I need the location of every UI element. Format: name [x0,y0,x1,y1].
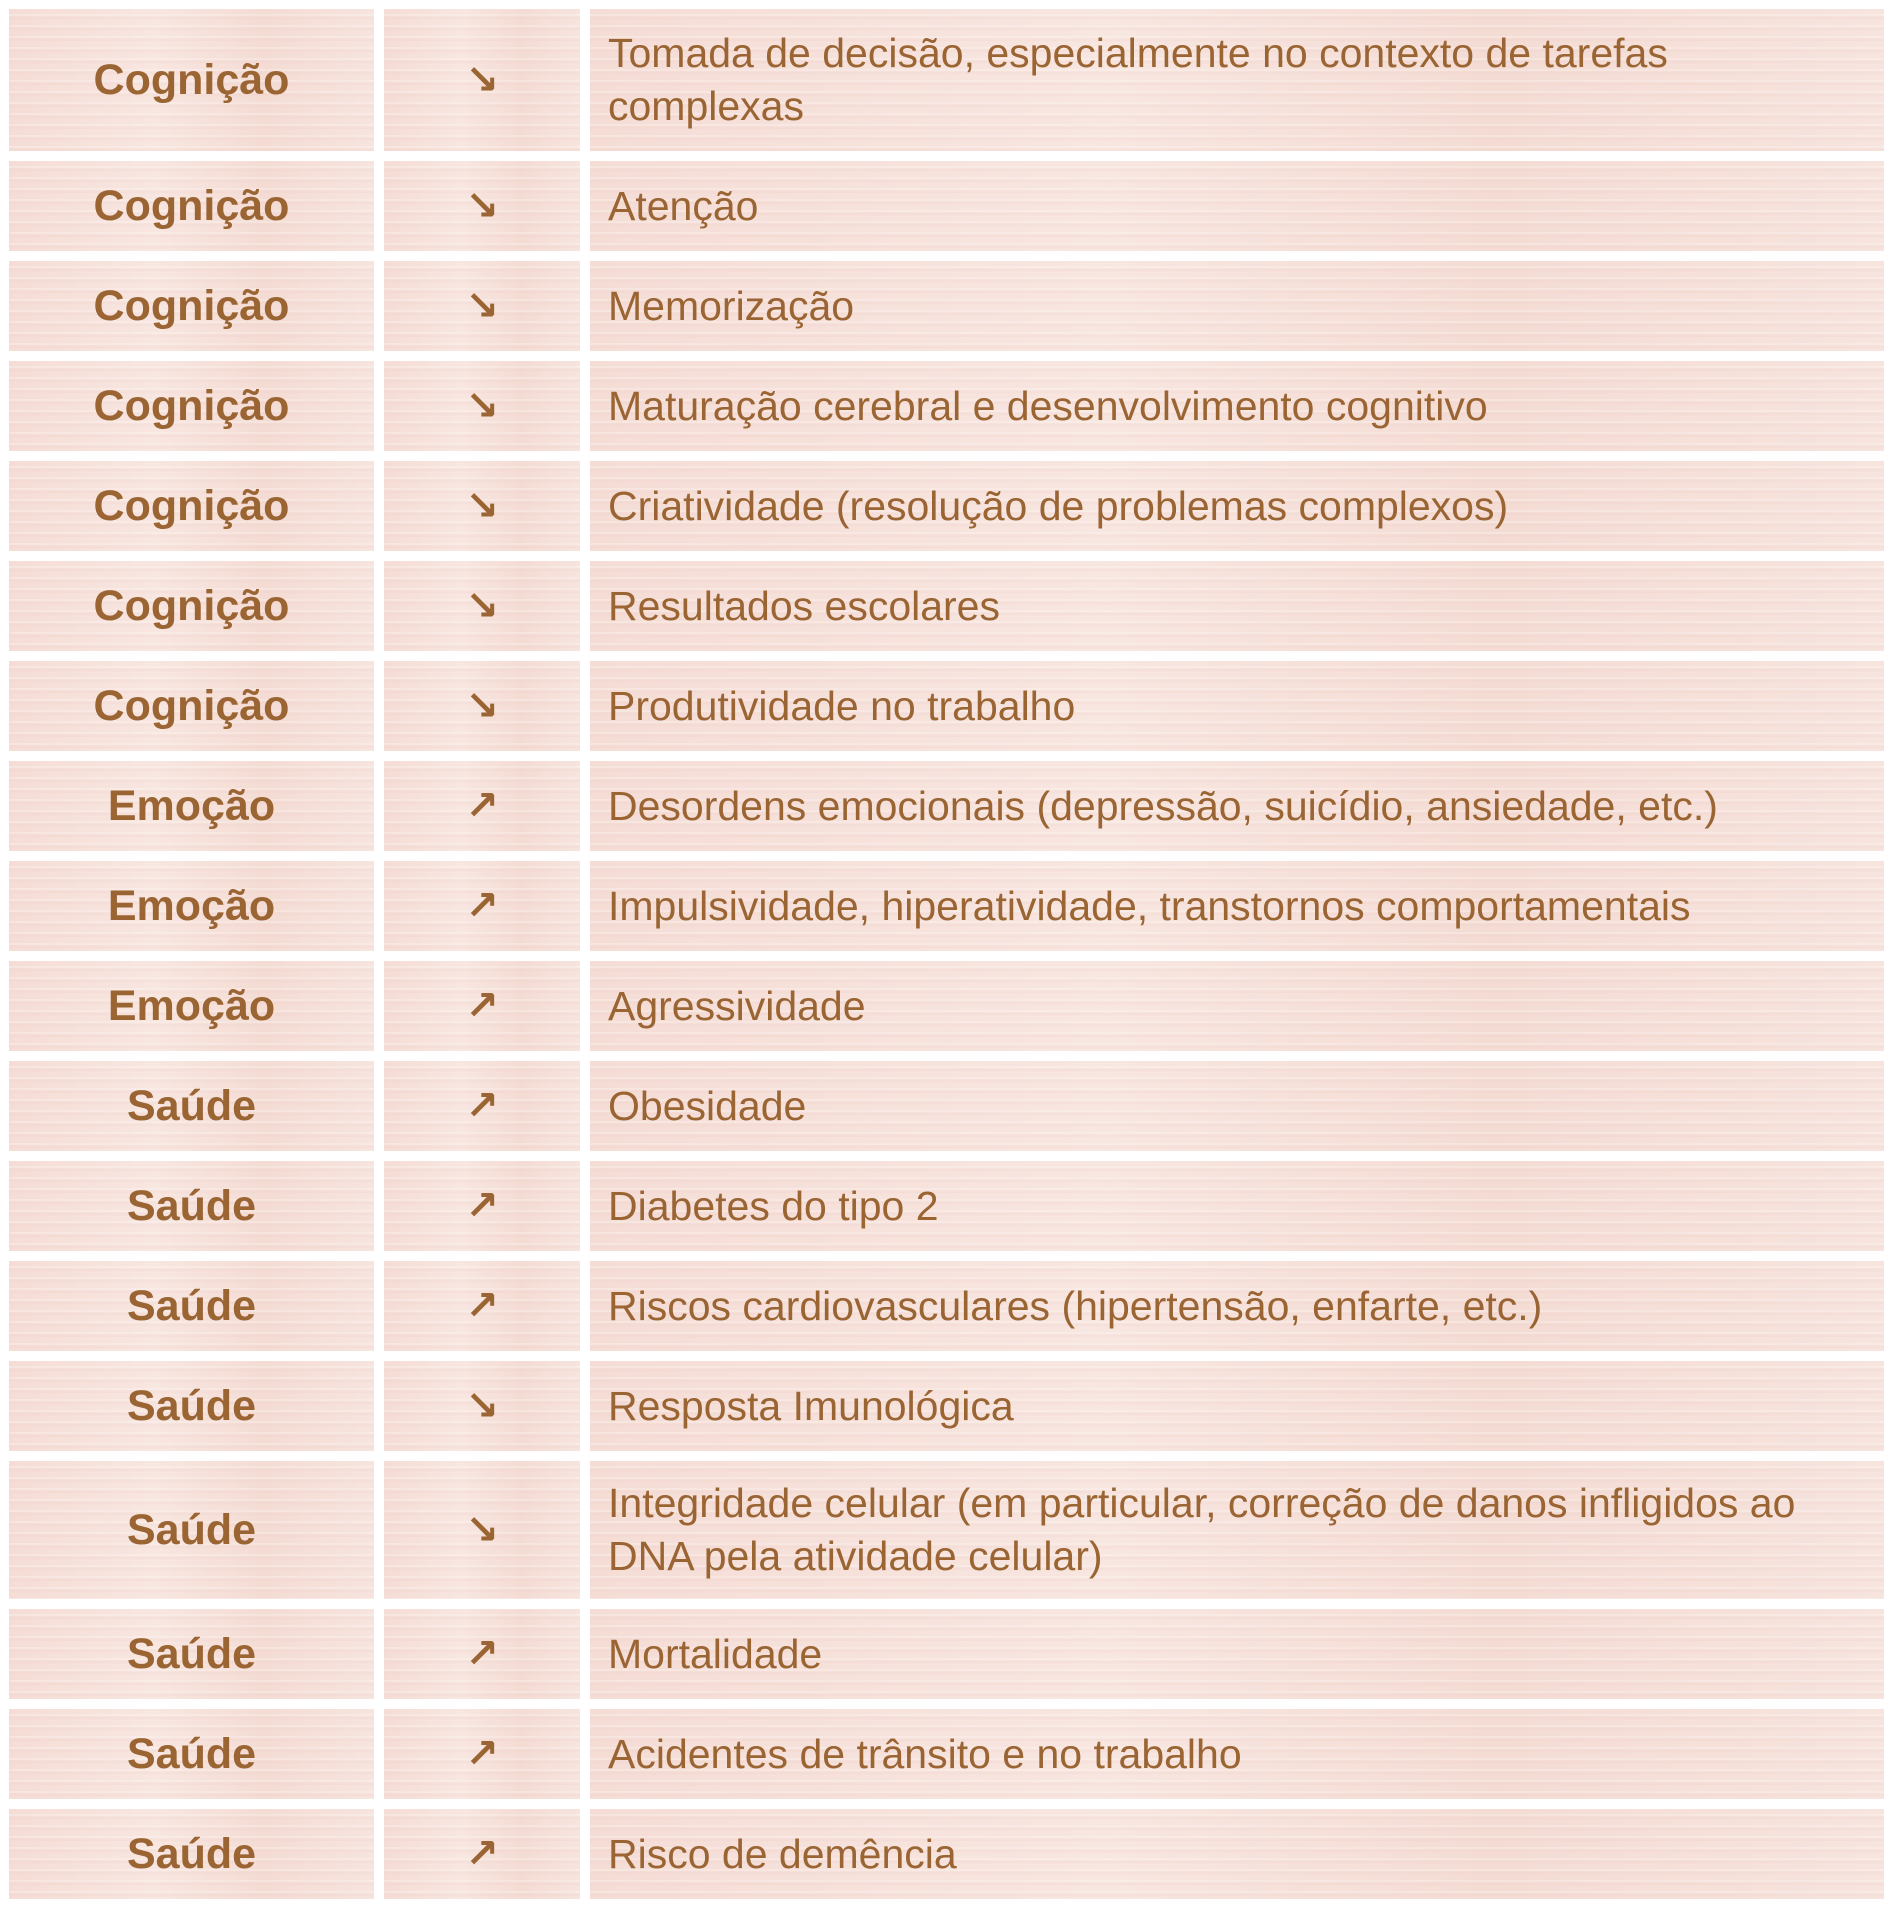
effects-table [9,9,1875,1899]
effect-cell: Produtividade no trabalho [590,661,1884,751]
category-cell: Saúde [9,1461,374,1599]
effect-cell: Acidentes de trânsito e no trabalho [590,1709,1884,1799]
trend-arrow-icon: ↘ [384,361,580,451]
trend-arrow-icon: ↘ [384,461,580,551]
effect-cell: Resposta Imunológica [590,1361,1884,1451]
category-cell: Cognição [9,9,374,151]
effect-cell: Resultados escolares [590,561,1884,651]
trend-arrow-icon: ↘ [384,161,580,251]
effect-cell: Impulsividade, hiperatividade, transtornos comportamentais [590,861,1884,951]
trend-arrow-icon: ↘ [384,1461,580,1599]
category-cell: Emoção [9,861,374,951]
category-cell: Saúde [9,1161,374,1251]
category-cell: Cognição [9,161,374,251]
trend-arrow-icon: ↗ [384,1809,580,1899]
category-cell: Emoção [9,961,374,1051]
effect-cell: Agressividade [590,961,1884,1051]
category-cell: Saúde [9,1809,374,1899]
category-cell: Cognição [9,461,374,551]
category-cell: Saúde [9,1609,374,1699]
trend-arrow-icon: ↗ [384,1609,580,1699]
trend-arrow-icon: ↗ [384,1061,580,1151]
effect-cell: Maturação cerebral e desenvolvimento cognitivo [590,361,1884,451]
category-cell: Saúde [9,1361,374,1451]
effect-cell: Riscos cardiovasculares (hipertensão, enfarte, etc.) [590,1261,1884,1351]
effect-cell: Memorização [590,261,1884,351]
effect-cell: Desordens emocionais (depressão, suicídio, ansiedade, etc.) [590,761,1884,851]
category-cell: Cognição [9,561,374,651]
effect-cell: Mortalidade [590,1609,1884,1699]
trend-arrow-icon: ↗ [384,1161,580,1251]
trend-arrow-icon: ↘ [384,661,580,751]
effect-cell: Diabetes do tipo 2 [590,1161,1884,1251]
category-cell: Saúde [9,1061,374,1151]
trend-arrow-icon: ↗ [384,1261,580,1351]
category-cell: Saúde [9,1261,374,1351]
trend-arrow-icon: ↗ [384,1709,580,1799]
category-cell: Cognição [9,261,374,351]
effect-cell: Obesidade [590,1061,1884,1151]
category-cell: Cognição [9,361,374,451]
category-cell: Emoção [9,761,374,851]
trend-arrow-icon: ↗ [384,761,580,851]
category-cell: Saúde [9,1709,374,1799]
effect-cell: Risco de demência [590,1809,1884,1899]
effect-cell: Tomada de decisão, especialmente no contexto de tarefas complexas [590,9,1884,151]
effect-cell: Criatividade (resolução de problemas complexos) [590,461,1884,551]
trend-arrow-icon: ↘ [384,261,580,351]
trend-arrow-icon: ↘ [384,1361,580,1451]
trend-arrow-icon: ↗ [384,861,580,951]
effect-cell: Atenção [590,161,1884,251]
effect-cell: Integridade celular (em particular, correção de danos infligidos ao DNA pela atividade celular) [590,1461,1884,1599]
trend-arrow-icon: ↘ [384,561,580,651]
category-cell: Cognição [9,661,374,751]
trend-arrow-icon: ↗ [384,961,580,1051]
trend-arrow-icon: ↘ [384,9,580,151]
